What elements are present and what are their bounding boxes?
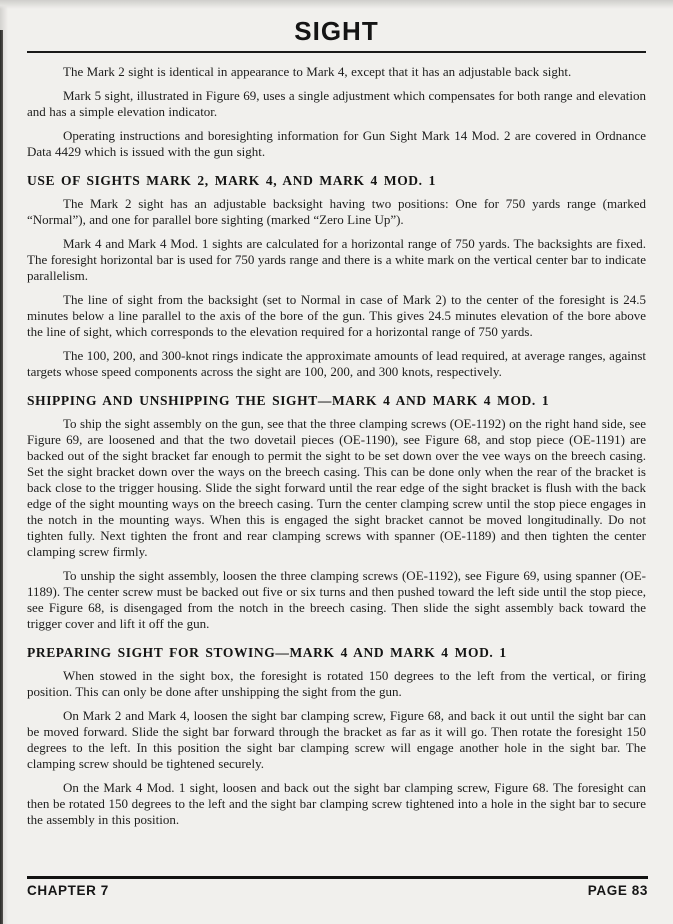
section bbox=[27, 172, 646, 380]
paragraph: Mark 5 sight, illustrated in Figure 69, uses a single adjustment which compensates for both range and elevation and has a simple elevation indicator. bbox=[27, 88, 646, 120]
paragraph: To ship the sight assembly on the gun, see that the three clamping screws (OE-1192) on the right hand side, see Figure 69, are loosened and that the two dovetail pieces (OE-1190), see Figure 68, and stop piece (OE-1191) are backed out of the sight bracket far enough to permit the sight to be set down over the vee ways on the breech casing. Set the sight bracket down over the ways on the breech casing. This can be done only when the rear of the bracket is back close to the trigger housing. Slide the sight forward until the rear edge of the sight bracket is flush with the back edge of the sight mounting ways on the breech casing. Turn the center clamping screw until the stop piece engages in the notch in the mounting ways. When this is engaged the sight bracket cannot be moved longitudinally. Do not tighten fully. Next tighten the front and rear clamping screws with spanner (OE-1189) and then tighten the center clamping screw firmly. bbox=[27, 416, 646, 560]
page-body bbox=[27, 53, 646, 828]
paragraph: The Mark 2 sight has an adjustable backsight having two positions: One for 750 yards range (marked “Normal”), and one for parallel bore sighting (marked “Zero Line Up”). bbox=[27, 196, 646, 228]
section-heading: USE OF SIGHTS MARK 2, MARK 4, AND MARK 4 MOD. 1 bbox=[27, 173, 436, 189]
page-title: SIGHT bbox=[294, 16, 379, 46]
paragraph: On Mark 2 and Mark 4, loosen the sight bar clamping screw, Figure 68, and back it out until the sight bar can be moved forward. Slide the sight bar forward through the bracket as far as it will go. Then rotate the foresight 150 degrees to the left. In this position the sight bar clamping screw will engage another hole in the sight bar. The clamping screw should be tightened securely. bbox=[27, 708, 646, 772]
paragraph: On the Mark 4 Mod. 1 sight, loosen and back out the sight bar clamping screw, Figure 68. The foresight can then be rotated 150 degrees to the left and the sight bar clamping screw tightened into a hole in the sight bar to secure the assembly in this position. bbox=[27, 780, 646, 828]
paragraph: The 100, 200, and 300-knot rings indicate the approximate amounts of lead required, at average ranges, against targets whose speed components across the sight are 100, 200, and 300 knots, respectively. bbox=[27, 348, 646, 380]
section bbox=[27, 64, 646, 160]
page-footer bbox=[27, 876, 648, 898]
footer-page-number: PAGE 83 bbox=[587, 883, 648, 898]
paragraph: The Mark 2 sight is identical in appearance to Mark 4, except that it has an adjustable back sight. bbox=[63, 64, 572, 80]
footer-row bbox=[27, 879, 648, 898]
section bbox=[27, 392, 646, 632]
paragraph: Operating instructions and boresighting information for Gun Sight Mark 14 Mod. 2 are covered in Ordnance Data 4429 which is issued with the gun sight. bbox=[27, 128, 646, 160]
section-heading: SHIPPING AND UNSHIPPING THE SIGHT—MARK 4 AND MARK 4 MOD. 1 bbox=[27, 393, 550, 409]
section bbox=[27, 644, 646, 828]
paragraph: Mark 4 and Mark 4 Mod. 1 sights are calculated for a horizontal range of 750 yards. The backsights are fixed. The foresight horizontal bar is used for 750 yards range and there is a white mark on the vertical center bar to indicate parallelism. bbox=[27, 236, 646, 284]
footer-chapter-label: CHAPTER 7 bbox=[27, 883, 109, 898]
section-heading: PREPARING SIGHT FOR STOWING—MARK 4 AND MARK 4 MOD. 1 bbox=[27, 645, 507, 661]
paragraph: The line of sight from the backsight (set to Normal in case of Mark 2) to the center of the foresight is 24.5 minutes below a line parallel to the axis of the bore of the gun. This gives 24.5 minutes elevation of the bore above the line of sight, which corresponds to the elevation required for a horizontal range of 750 yards. bbox=[27, 292, 646, 340]
paragraph: When stowed in the sight box, the foresight is rotated 150 degrees to the left from the vertical, or firing position. This can only be done after unshipping the sight from the gun. bbox=[27, 668, 646, 700]
paragraph: To unship the sight assembly, loosen the three clamping screws (OE-1192), see Figure 69, using spanner (OE-1189). The center screw must be backed out five or six turns and then pushed toward the left side until the stop piece, see Figure 68, is disengaged from the notch in the breech casing. Then slide the sight assembly back toward the trigger cover and lift it off the gun. bbox=[27, 568, 646, 632]
